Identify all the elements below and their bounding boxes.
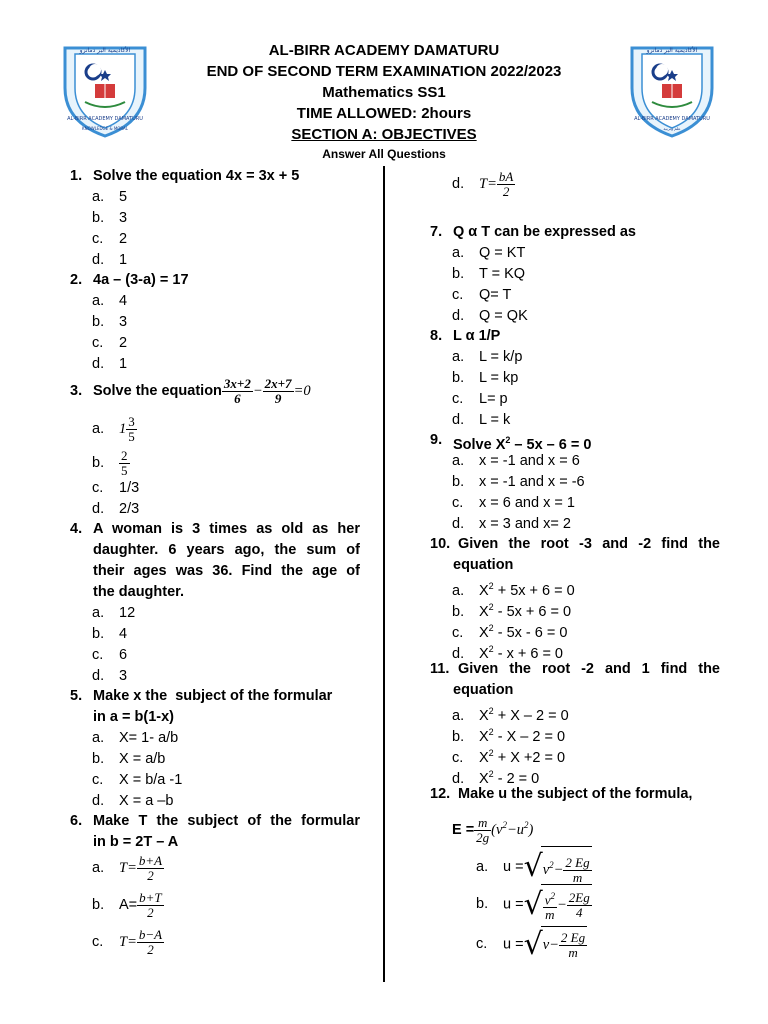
option: d. 3	[92, 668, 128, 684]
option: a. $u =√v^2-$ $\frac{2 Eg}{m}$	[476, 846, 592, 888]
option: b. $X^2 - 5x + 6 = 0$	[452, 602, 572, 620]
fraction: $\frac{2}{5}$	[121, 447, 128, 478]
option: c. 2	[92, 335, 128, 351]
question-1: 1. Solve the equation 4x = 3x + 5	[70, 168, 300, 184]
option: b. T = KQ	[452, 266, 526, 282]
option: b. L = kp	[452, 370, 519, 386]
option: d. $X^2 - x + 6 = 0$	[452, 644, 564, 662]
option: a. $X^2 + 5x + 6 = 0$	[452, 581, 575, 599]
question-12: 12. Make u the subject of the formula,	[430, 786, 693, 802]
svg-text:علم وتربية: علم وتربية	[663, 126, 681, 131]
question-11: 11. Given the root -2 and 1 find the equation	[430, 661, 720, 698]
option: d. 1	[92, 356, 128, 372]
option: d. L = k	[452, 412, 511, 428]
question-9: 9. Solve $X^2 - 5x - 6 = 0$	[430, 432, 592, 453]
option: c. $X^2 - 5x - 6 = 0$	[452, 623, 568, 641]
option: d. 1	[92, 252, 128, 268]
option: c. Q= T	[452, 287, 512, 303]
time-allowed: TIME ALLOWED: 2hours	[296, 105, 472, 122]
option: d. x = 3 and x= 2	[452, 516, 571, 532]
option: d. 2/3	[92, 501, 140, 517]
question-10: 10. Given the root -3 and -2 find the equation	[430, 536, 720, 573]
option: d. Q = QK	[452, 308, 528, 324]
option: b. u =√ $\frac{v^2}{m}$ − $\frac{2Eg}{4}$	[476, 884, 592, 925]
option: b. 4	[92, 626, 128, 642]
option: c. L= p	[452, 391, 508, 407]
option: a. x = -1 and x = 6	[452, 453, 580, 469]
mixed-fraction: $\frac{3}{5}$	[128, 413, 135, 444]
option: a. L = k/p	[452, 349, 523, 365]
equation-fraction-2: $\frac{2x+7}{9}$	[264, 375, 292, 406]
option: c. u =√v− $\frac{2 Eg}{m}$	[476, 926, 586, 962]
section-title: SECTION A: OBJECTIVES	[291, 126, 477, 143]
question-8: 8. L α 1/P	[430, 328, 501, 344]
question-2: 2. 4a – (3-a) = 17	[70, 272, 189, 288]
option: a. 5	[92, 189, 128, 205]
option: a. Q = KT	[452, 245, 526, 261]
exam-title: END OF SECOND TERM EXAMINATION 2022/2023	[206, 63, 562, 80]
option: c. 1/3	[92, 480, 140, 496]
option: c. x = 6 and x = 1	[452, 495, 575, 511]
question-5: 5. Make x the subject of the formular in a = b(1-x)	[70, 688, 333, 725]
option: a. 12	[92, 605, 136, 621]
exam-header	[0, 40, 768, 162]
option: b. $X^2 - X - 2 = 0$	[452, 727, 566, 745]
option: a. X= 1- a/b	[92, 730, 179, 746]
question-6: 6. Make T the subject of the formular in b = 2T – A	[70, 813, 360, 850]
option: b. X = a/b	[92, 751, 166, 767]
column-divider	[383, 166, 385, 982]
option: c. 2	[92, 231, 128, 247]
school-name: AL-BIRR ACADEMY DAMATURU	[268, 42, 500, 59]
option: c. T= $\frac{b-A}{2}$	[92, 926, 163, 957]
option: a. $X^2 + X - 2 = 0$	[452, 706, 569, 724]
option: b. A= $\frac{b+T}{2}$	[92, 889, 162, 920]
option: b. $\frac{2}{5}$	[92, 447, 128, 478]
option: b. 3	[92, 210, 128, 226]
option: c. $X^2 + X +2 = 0$	[452, 748, 566, 766]
svg-text:AL-BIRR ACADEMY DAMATURU: AL-BIRR ACADEMY DAMATURU	[67, 116, 143, 122]
svg-text:الأكاديمية البر دماترو: الأكاديمية البر دماترو	[79, 47, 131, 54]
option: a. 4	[92, 293, 128, 309]
option: a. 1 $\frac{3}{5}$	[92, 413, 135, 444]
question-4: 4. A woman is 3 times as old as her daughter. 6 years ago, the sum of their ages was 36. Find the age of the daughter.	[70, 521, 360, 600]
subject: Mathematics SS1	[322, 84, 446, 101]
question-7: 7. Q α T can be expressed as	[430, 224, 636, 240]
svg-text:الأكاديمية البر دماترو: الأكاديمية البر دماترو	[646, 47, 698, 54]
option: c. 6	[92, 647, 128, 663]
option: b. x = -1 and x = -6	[452, 474, 585, 490]
equation-fraction-1: $\frac{3x+2}{6}$	[223, 375, 251, 406]
option: d. X = a –b	[92, 793, 174, 809]
question-3: 3. Solve the equation $\frac{3x+2}{6}$ − $\frac{2x+7}{9}$ =0	[70, 375, 311, 406]
svg-text:AL-BIRR ACADEMY DAMATURU: AL-BIRR ACADEMY DAMATURU	[634, 116, 710, 122]
svg-text:KNOWLEDGE & MORAL: KNOWLEDGE & MORAL	[81, 126, 129, 131]
option: d. T= $\frac{bA}{2}$	[452, 168, 514, 199]
option: a. T= $\frac{b+A}{2}$	[92, 852, 163, 883]
instruction: Answer All Questions	[322, 147, 446, 161]
option: d. $X^2 - 2 = 0$	[452, 769, 540, 787]
formula: E = $\frac{m}{2g}$ $(v^2-u^2)$	[452, 814, 534, 845]
option: b. 3	[92, 314, 128, 330]
option: c. X = b/a -1	[92, 772, 183, 788]
